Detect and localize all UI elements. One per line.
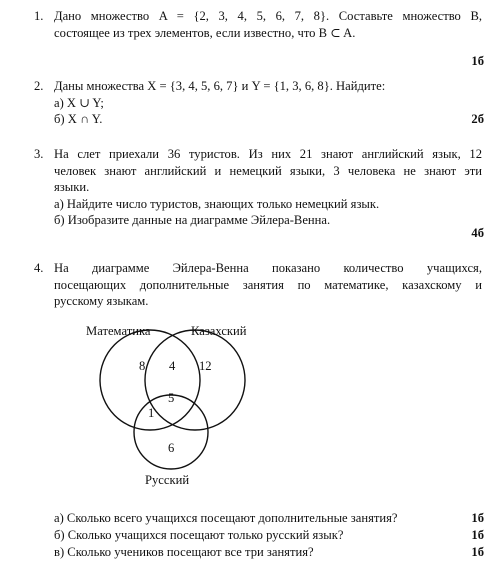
russian-circle (134, 395, 208, 469)
question-4-line-2: посещающих дополнительные занятия по математике, казахскому и (54, 277, 482, 292)
question-3-line-3: языки. (54, 180, 90, 195)
venn-value-only-math: 8 (139, 359, 146, 373)
question-1-number: 1. (34, 9, 44, 23)
question-3-part-b: б) Изобразите данные на диаграмме Эйлера-Венна. (54, 213, 331, 228)
question-1-line-1: Дано множество A = {2, 3, 4, 5, 6, 7, 8}. Составьте множество B, (54, 9, 482, 23)
question-3-part-a: а) Найдите число туристов, знающих только немецкий язык. (54, 196, 380, 211)
venn-value-only-kazakh: 12 (199, 359, 212, 373)
question-4-part-c-text: в) Сколько учеников посещают все три занятия? (54, 545, 314, 559)
question-2-part-a: а) X ∪ Y; (54, 95, 104, 110)
venn-svg (75, 322, 275, 490)
question-2-number: 2. (34, 79, 44, 93)
question-2-line-1: Даны множества X = {3, 4, 5, 6, 7} и Y = {1, 3, 6, 8}. Найдите: (54, 79, 386, 93)
question-4-part-a-text: а) Сколько всего учащихся посещают дополнительные занятия? (54, 511, 398, 525)
venn-value-math-kazakh: 4 (169, 359, 176, 373)
venn-label-math: Математика (86, 324, 151, 338)
question-3-line-2: человек знают английский и немецкий языки, 3 человека не знают эти (54, 163, 482, 178)
venn-value-all-three: 5 (168, 391, 175, 405)
question-4-part-b-text: б) Сколько учащихся посещают только русский язык? (54, 528, 344, 542)
question-2-score: 2б (471, 112, 484, 126)
question-2-part-b: б) X ∩ Y. (54, 112, 103, 127)
venn-value-only-russian: 6 (168, 441, 175, 455)
question-1-score: 1б (471, 54, 484, 68)
kazakh-circle (145, 330, 245, 430)
question-3-number: 3. (34, 147, 44, 161)
venn-diagram (75, 322, 275, 490)
question-4-part-c-score: 1б (471, 545, 484, 559)
question-4-number: 4. (34, 261, 44, 275)
question-4-part-a-score: 1б (471, 511, 484, 525)
question-3-line-1: На слет приехали 36 туристов. Из них 21 знают английский язык, 12 (54, 147, 482, 161)
question-3-score: 4б (471, 226, 484, 240)
venn-label-kazakh: Казахский (191, 324, 247, 338)
question-4-part-b-score: 1б (471, 528, 484, 542)
venn-value-math-russian: 1 (148, 406, 155, 420)
venn-label-russian: Русский (145, 473, 190, 487)
question-4-line-3: русскому языкам. (54, 294, 149, 309)
question-4-line-1: На диаграмме Эйлера-Венна показано количество учащихся, (54, 261, 482, 275)
question-1-line-2: состоящее из трех элементов, если известно, что B ⊂ A. (54, 25, 356, 40)
